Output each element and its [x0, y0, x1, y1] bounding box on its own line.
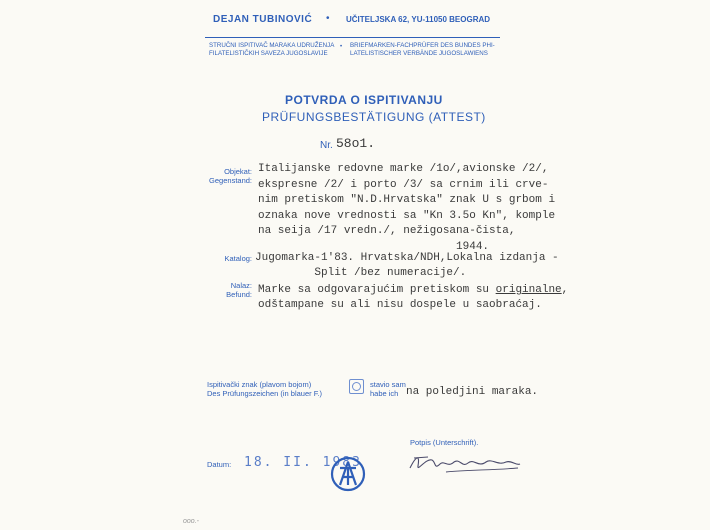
corner-note: ooo.- [183, 518, 199, 525]
examiner-mark-inner-icon [352, 382, 361, 391]
letterhead-rule [205, 37, 500, 38]
ispitivacki-value: na poledjini maraka. [406, 386, 539, 398]
certificate-number: 58o1. [336, 136, 376, 151]
letterhead-separator: • [326, 13, 330, 24]
document-title-de: PRÜFUNGSBESTÄTIGUNG (ATTEST) [262, 110, 486, 124]
nalaz-text: Marke sa odgovarajućim pretiskom su originalne, odštampane su ali nisu dospele u saobraćaj. [258, 284, 569, 311]
signature-label: Potpis (Unterschrift). [410, 438, 479, 447]
certificate-number-label: Nr. [320, 140, 333, 151]
katalog-label: Katalog: [224, 254, 252, 263]
katalog-text: Jugomarka-1'83. Hrvatska/NDH,Lokalna izdanja - Split /bez numeracije/. [255, 252, 559, 279]
date-label: Datum: [207, 460, 232, 469]
objekat-text: Italijanske redovne marke /1o/,avionske /2/, ekspresne /2/ i porto /3/ sa crnim ili crve- nim pretiskom "N.D.Hrvatska" znak U s grbom i oznaka nove vrednosti sa "Kn 3.5o Kn", komple na seija /17 vredn./, nežigosana-čista, 1944. [258, 163, 556, 253]
signature-icon [406, 448, 526, 478]
letterhead-description-de: BRIEFMARKEN-FACHPRÜFER DES BUNDES PHI- LATELISTISCHER VERBÄNDE JUGOSLAWIENS [350, 42, 495, 57]
objekat-label: Objekat: Gegenstand: [209, 167, 252, 185]
letterhead-address: UČITELJSKA 62, YU-11050 BEOGRAD [346, 15, 491, 24]
letterhead-name: DEJAN TUBINOVIĆ [213, 14, 313, 25]
examiner-logo-icon [330, 455, 366, 493]
document-title: POTVRDA O ISPITIVANJU [285, 93, 443, 107]
date-value: 18. II. 1983 [244, 455, 362, 470]
nalaz-label: Nalaz: Befund: [226, 281, 252, 299]
letterhead-description-sr: STRUČNI ISPITIVAČ MARAKA UDRUŽENJA FILATELISTIČKIH SAVEZA JUGOSLAVIJE [209, 42, 335, 57]
letterhead-separator-2: • [340, 44, 343, 50]
stavio-label: stavio sam habe ich [370, 380, 406, 398]
ispitivacki-label: Ispitivački znak (plavom bojom) Des Prüfungszeichen (in blauer F.) [207, 380, 323, 398]
